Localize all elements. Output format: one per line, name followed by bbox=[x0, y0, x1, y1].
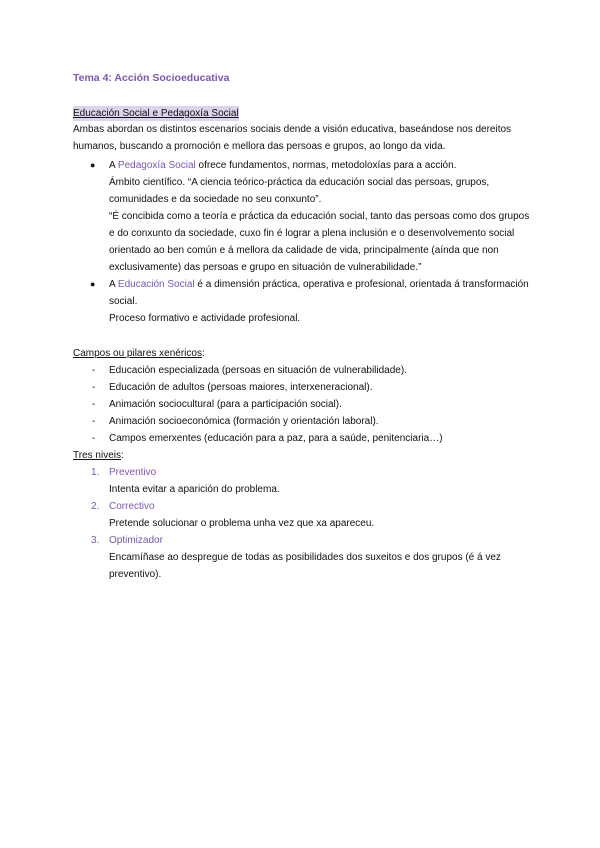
section-heading-levels bbox=[73, 447, 533, 464]
dash-icon: - bbox=[92, 399, 96, 410]
level-number: 1. bbox=[91, 467, 100, 478]
section-heading-education-pedagogy: Educación Social e Pedagoxía Social bbox=[73, 108, 239, 119]
levels-heading-colon: : bbox=[120, 450, 124, 461]
level-desc: Encamíñase ao despregue de todas as posibilidades dos suxeitos e dos grupos (é á vez preventivo). bbox=[109, 552, 501, 580]
section-levels bbox=[73, 447, 533, 583]
level-name: Correctivo bbox=[109, 501, 155, 512]
level-name: Preventivo bbox=[109, 467, 157, 478]
document-title: Tema 4: Acción Socioeducativa bbox=[73, 72, 230, 84]
list-item-text: Educación especializada (persoas en situación de vulnerabilidade). bbox=[109, 365, 407, 376]
bullet-list bbox=[73, 157, 533, 327]
bullet-line: Proceso formativo e actividade profesional. bbox=[109, 313, 301, 324]
level-number: 3. bbox=[91, 535, 100, 546]
bullet-prefix: A bbox=[109, 279, 118, 290]
bullet-line: Ámbito científico. “A ciencia teórico-práctica da educación social das persoas, grupos, comunidades e da sociedade no seu conxunto”. bbox=[109, 177, 490, 205]
section-fields bbox=[73, 345, 533, 447]
document-page bbox=[73, 72, 533, 583]
list-item bbox=[73, 430, 533, 447]
dash-icon: - bbox=[92, 416, 96, 427]
levels-list bbox=[73, 464, 533, 583]
list-item bbox=[73, 396, 533, 413]
fields-heading-text: Campos ou pilares xenéricos bbox=[73, 348, 202, 359]
list-item-text: Animación socioeconómica (formación y orientación laboral). bbox=[109, 416, 379, 427]
list-item-text: Campos emerxentes (educación para a paz, para a saúde, penitenciaria…) bbox=[109, 433, 443, 444]
level-number: 2. bbox=[91, 501, 100, 512]
bullet-prefix: A bbox=[109, 160, 118, 171]
bullet-icon: ● bbox=[90, 279, 96, 289]
term-pedagogy: Pedagoxía Social bbox=[117, 160, 196, 171]
level-item-preventive bbox=[73, 464, 533, 498]
term-social-education: Educación Social bbox=[117, 279, 195, 290]
level-name: Optimizador bbox=[109, 535, 163, 546]
fields-list bbox=[73, 362, 533, 447]
bullet-item-pedagogy bbox=[73, 157, 533, 276]
bullet-icon: ● bbox=[90, 160, 96, 170]
level-item-corrective bbox=[73, 498, 533, 532]
dash-icon: - bbox=[92, 365, 96, 376]
bullet-suffix: ofrece fundamentos, normas, metodoloxías para a acción. bbox=[195, 160, 457, 171]
dash-icon: - bbox=[92, 382, 96, 393]
list-item-text: Educación de adultos (persoas maiores, interxeneracional). bbox=[109, 382, 373, 393]
level-desc: Intenta evitar a aparición do problema. bbox=[109, 484, 280, 495]
section-heading-fields bbox=[73, 345, 533, 362]
level-item-optimizer bbox=[73, 532, 533, 583]
bullet-item-social-education bbox=[73, 276, 533, 327]
list-item bbox=[73, 362, 533, 379]
dash-icon: - bbox=[92, 433, 96, 444]
bullet-line: “É concibida como a teoría e práctica da educación social, tanto das persoas como dos grupos e do conxunto da sociedade, cuxo fin é lograr a plena inclusión e o desenvolvemento social orientado ao ben común e á mellora da calidade de vida, principalmente (aínda que non exclusivamente) das persoas e grupo en situación de vulnerabilidade.” bbox=[109, 211, 530, 273]
list-item-text: Animación sociocultural (para a participación social). bbox=[109, 399, 342, 410]
intro-paragraph: Ambas abordan os distintos escenarios sociais dende a visión educativa, baseándose nos dereitos humanos, buscando a promoción e mellora das persoas e grupos, ao longo da vida. bbox=[73, 124, 512, 152]
fields-heading-colon: : bbox=[201, 348, 205, 359]
list-item bbox=[73, 413, 533, 430]
levels-heading-text: Tres niveis bbox=[73, 450, 121, 461]
list-item bbox=[73, 379, 533, 396]
bullet-suffix: é a dimensión práctica, operativa e profesional, orientada á transformación social. bbox=[109, 279, 529, 307]
level-desc: Pretende solucionar o problema unha vez que xa apareceu. bbox=[109, 518, 375, 529]
section-education-pedagogy bbox=[73, 106, 533, 327]
